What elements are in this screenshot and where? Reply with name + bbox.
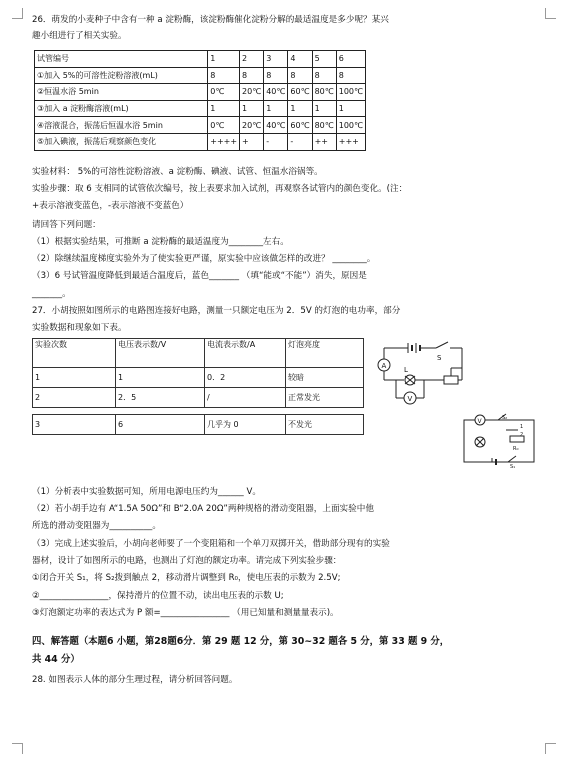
resistor-label: R₀ [513,446,519,452]
table-cell: 8 [312,67,336,84]
table-cell: 40℃ [264,117,288,134]
q27-intro-line1: 27．小胡按照如图所示的电路图连接好电路，测量一只额定电压为 2．5V 的灯泡的电功率，部分 [32,306,401,316]
q26-question-3: （3）6 号试管温度降低到最适合温度后，蓝色_______ （填“能或“不能”）消失，原因是 [32,271,367,281]
table-header-cell: 3 [264,51,288,68]
table-cell: ++++ [208,133,240,150]
table-cell: 20℃ [240,84,264,101]
table-cell: 8 [336,67,365,84]
table-cell: 1 [116,368,205,388]
contact-1-label: 1 [520,424,524,430]
table-cell: 2 [33,388,116,408]
q26-materials: 实验材料： 5%的可溶性淀粉溶液、a 淀粉酶、碘液、试管、恒温水浴锅等。 [32,167,323,177]
table-cell: 0℃ [208,84,240,101]
q26-prompt: 请回答下列问题： [32,220,101,230]
table-row [35,117,366,134]
q26-experiment-table [34,50,366,151]
q27-question-1: （1）分析表中实验数据可知，所用电源电压约为______ V。 [32,487,261,497]
table-cell: 80℃ [312,117,336,134]
table-header-cell: 电流表示数/A [205,339,286,368]
table-header-cell: 5 [312,51,336,68]
table-cell: ③加入 a 淀粉酶溶液(mL) [35,100,208,117]
table-header-cell: 6 [336,51,365,68]
table-cell: 几乎为 0 [205,415,286,435]
page-corner-mark [545,743,556,754]
circuit-diagram-2 [458,412,540,468]
table-cell: +++ [336,133,365,150]
table-cell: 8 [208,67,240,84]
table-header-cell: 试管编号 [35,51,208,68]
q26-steps-line2: +表示溶液变蓝色，-表示溶液不变蓝色） [32,201,189,211]
table-cell: 40℃ [264,84,288,101]
table-header-cell: 1 [208,51,240,68]
q27-intro-line2: 实验数据和现象如下表。 [32,323,127,333]
table-gap [33,408,364,415]
table-cell: 1 [264,100,288,117]
q27-question-3-line1: （3）完成上述实验后，小胡向老师要了一个变阻箱和一个单刀双掷开关，借助部分现有的实验 [32,539,390,549]
table-cell: 正常发光 [286,388,364,408]
voltmeter-label: V [477,418,482,425]
table-spacer-row [33,408,364,415]
circuit-diagram-1 [374,338,474,416]
q26-steps-line1: 实验步骤：取 6 支相同的试管依次编号，按上表要求加入试剂，再观察各试管内的颜色变化。(注： [32,184,408,194]
table-cell: 0．2 [205,368,286,388]
voltmeter-label: V [407,395,413,403]
table-cell: 1 [312,100,336,117]
table-cell: 1 [240,100,264,117]
table-row [35,67,366,84]
table-row [35,84,366,101]
table-header-cell: 2 [240,51,264,68]
table-cell: 不发光 [286,415,364,435]
q26-question-1: （1）根据实验结果，可推断 a 淀粉酶的最适温度为________左右。 [32,237,289,247]
q27-question-2-line1: （2）若小胡手边有 A“1.5A 50Ω”和 B“2.0A 20Ω”两种规格的滑动变阻器，上面实验中他 [32,504,374,514]
switch-s1-label: S₁ [510,464,516,468]
q27-step-3: ③灯泡额定功率的表达式为 P 额=________________ （用已知量和测量量表示)。 [32,608,339,618]
table-cell: ++ [312,133,336,150]
table-cell: 1 [208,100,240,117]
table-cell: 1 [33,368,116,388]
table-cell: ①加入 5%的可溶性淀粉溶液(mL) [35,67,208,84]
rheostat-icon [444,376,458,384]
table-cell: 60℃ [288,117,312,134]
ammeter-label: A [381,362,387,370]
page-corner-mark [545,8,556,19]
contact-2-label: 2 [520,432,524,438]
table-cell: 100℃ [336,117,365,134]
table-cell: ⑤加入碘液，振荡后观察颜色变化 [35,133,208,150]
switch-s2-label: S₂ [502,415,508,421]
table-cell: 8 [264,67,288,84]
q27-data-table [32,338,364,435]
table-cell: 100℃ [336,84,365,101]
table-cell: ②恒温水浴 5min [35,84,208,101]
q27-step-2: ②________________，保持滑片的位置不动，读出电压表的示数 U; [32,591,284,601]
page-corner-mark [12,8,23,19]
table-cell: / [205,388,286,408]
q26-question-2: （2）除继续温度梯度实验外为了使实验更严谨，原实验中应该做怎样的改进？ ________。 [32,254,376,264]
table-cell: 1 [288,100,312,117]
table-row [33,339,364,368]
switch-label: S [437,354,442,362]
q27-question-2-line2: 所选的滑动变阻器为__________。 [32,521,161,531]
table-cell: 8 [240,67,264,84]
table-cell: 1 [336,100,365,117]
q26-question-3-blank: _______。 [32,289,71,299]
table-cell: ④溶液混合，振荡后恒温水浴 5min [35,117,208,134]
table-row [33,368,364,388]
table-cell: 60℃ [288,84,312,101]
table-header-cell: 电压表示数/V [116,339,205,368]
table-row [35,133,366,150]
table-cell: - [288,133,312,150]
table-cell: 0℃ [208,117,240,134]
table-cell: 8 [288,67,312,84]
table-cell: 3 [33,415,116,435]
table-cell: - [264,133,288,150]
table-cell: 较暗 [286,368,364,388]
table-cell: 6 [116,415,205,435]
table-header-cell: 4 [288,51,312,68]
section-4-title-line1: 四、解答题（本题6 小题，第28题6分．第 29 题 12 分，第 30~32 题各 5 分，第 33 题 9 分， [32,636,450,647]
q26-intro-line2: 趣小组进行了相关实验。 [32,31,127,41]
table-cell: 2．5 [116,388,205,408]
table-row [35,51,366,68]
table-row [35,100,366,117]
q27-step-1: ①闭合开关 S₁，将 S₂拨到触点 2，移动滑片调整到 R₀，使电压表的示数为 2.5V; [32,573,341,583]
table-header-cell: 实验次数 [33,339,116,368]
table-header-cell: 灯泡亮度 [286,339,364,368]
table-row [33,388,364,408]
table-cell: 20℃ [240,117,264,134]
page-corner-mark [12,743,23,754]
table-cell: 80℃ [312,84,336,101]
lamp-label: L [404,366,408,374]
q28-text: 28. 如图表示人体的部分生理过程，请分析回答问题。 [32,675,238,685]
q27-question-3-line2: 器材，设计了如图所示的电路，也测出了灯泡的额定功率。请完成下列实验步骤： [32,556,342,566]
table-cell: + [240,133,264,150]
section-4-title-line2: 共 44 分） [32,654,80,665]
q26-intro-line1: 26．萌发的小麦种子中含有一种 a 淀粉酶，该淀粉酶催化淀粉分解的最适温度是多少呢？某兴 [32,15,389,25]
table-row [33,415,364,435]
